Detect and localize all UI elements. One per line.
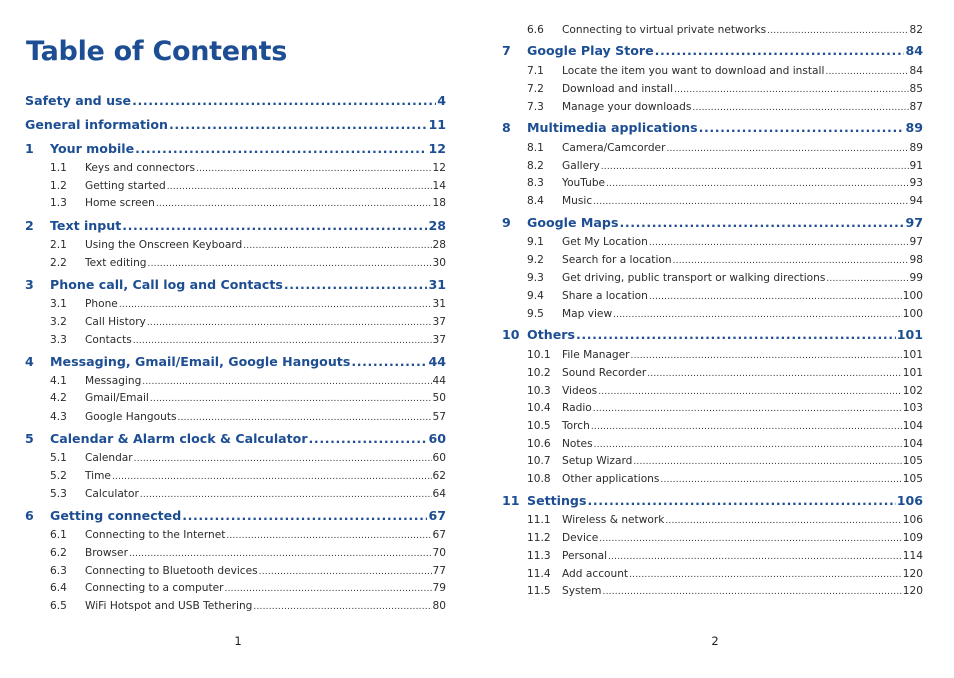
toc-section-entry[interactable]	[527, 583, 923, 599]
dot-leader	[309, 430, 428, 448]
dot-leader	[601, 158, 909, 175]
toc-entry-title: Text editing	[85, 257, 147, 269]
dot-leader	[182, 507, 427, 525]
toc-entry-page: 87	[909, 101, 923, 113]
toc-entry-number: 10.8	[527, 473, 551, 485]
toc-section-entry[interactable]	[527, 566, 923, 582]
toc-entry-page: 100	[902, 290, 923, 302]
toc-entry-page: 104	[902, 420, 923, 432]
toc-entry-page: 89	[909, 142, 923, 154]
toc-entry-title: Google Hangouts	[85, 411, 177, 423]
toc-section-entry[interactable]	[527, 22, 923, 38]
dot-leader	[666, 140, 908, 157]
toc-entry-page: 37	[432, 316, 446, 328]
dot-leader	[156, 195, 432, 212]
dot-leader	[134, 450, 432, 467]
toc-entry-title: Connecting to virtual private networks	[562, 24, 767, 36]
toc-section-entry[interactable]	[527, 418, 923, 434]
toc-section-entry[interactable]	[50, 296, 446, 312]
toc-entry-page: 18	[432, 197, 446, 209]
toc-entry-page: 64	[432, 488, 446, 500]
toc-entry-page: 105	[902, 455, 923, 467]
toc-chapter-entry[interactable]	[502, 42, 923, 60]
dot-leader	[226, 527, 431, 544]
toc-entry-number: 7	[502, 43, 511, 58]
toc-entry-page: 99	[909, 272, 923, 284]
dot-leader	[150, 390, 432, 407]
toc-entry-number: 8	[502, 120, 511, 135]
toc-entry-title: Radio	[562, 402, 592, 414]
toc-entry-page: 101	[902, 349, 923, 361]
toc-entry-page: 37	[432, 334, 446, 346]
toc-entry-number: 2.2	[50, 257, 67, 269]
toc-section-entry[interactable]	[50, 390, 446, 406]
dot-leader	[253, 598, 431, 615]
toc-entry-page: 120	[902, 568, 923, 580]
toc-entry-title: Home screen	[85, 197, 155, 209]
toc-chapter-entry[interactable]	[25, 217, 446, 235]
dot-leader	[132, 92, 436, 110]
toc-entry-number: 10.2	[527, 367, 551, 379]
toc-entry-number: 9	[502, 215, 511, 230]
toc-entry-title: Text input	[50, 218, 122, 233]
toc-entry-page: 101	[902, 367, 923, 379]
dot-leader	[603, 583, 902, 600]
toc-entry-number: 11	[502, 493, 520, 508]
toc-section-entry[interactable]	[50, 237, 446, 253]
toc-entry-title: Add account	[562, 568, 629, 580]
dot-leader	[619, 214, 904, 232]
dot-leader	[608, 548, 902, 565]
toc-entry-title: Google Maps	[527, 215, 619, 230]
toc-entry-number: 4	[25, 354, 34, 369]
toc-entry-title: Camera/Camcorder	[562, 142, 666, 154]
toc-chapter-entry[interactable]	[25, 507, 446, 525]
toc-chapter-entry[interactable]	[502, 214, 923, 232]
toc-entry-page: 31	[428, 277, 446, 292]
toc-entry-number: 10.7	[527, 455, 551, 467]
toc-entry-page: 60	[432, 452, 446, 464]
toc-entry-title: Time	[85, 470, 111, 482]
toc-entry-number: 6.5	[50, 600, 67, 612]
toc-section-entry[interactable]	[50, 468, 446, 484]
toc-entry-page: 62	[432, 470, 446, 482]
toc-entry-number: 9.5	[527, 308, 544, 320]
dot-leader	[112, 468, 432, 485]
toc-section-entry[interactable]	[527, 288, 923, 304]
toc-entry-title: Connecting to the Internet	[85, 529, 226, 541]
toc-chapter-entry[interactable]	[25, 430, 446, 448]
toc-entry-number: 10.6	[527, 438, 551, 450]
toc-entry-title: Contacts	[85, 334, 132, 346]
dot-leader	[593, 400, 902, 417]
toc-entry-number: 11.4	[527, 568, 551, 580]
toc-entry-number: 3.2	[50, 316, 67, 328]
toc-section-entry[interactable]	[50, 409, 446, 425]
toc-section-entry[interactable]	[50, 178, 446, 194]
dot-leader	[178, 409, 432, 426]
toc-chapter-entry[interactable]	[25, 92, 446, 110]
dot-leader	[649, 234, 909, 251]
toc-entry-number: 3.3	[50, 334, 67, 346]
toc-section-entry[interactable]	[50, 545, 446, 561]
toc-chapter-entry[interactable]	[25, 276, 446, 294]
toc-entry-number: 7.2	[527, 83, 544, 95]
toc-entry-page: 98	[909, 254, 923, 266]
toc-entry-title: Torch	[562, 420, 590, 432]
dot-leader	[142, 373, 431, 390]
toc-entry-title: Other applications	[562, 473, 660, 485]
toc-section-entry[interactable]	[527, 400, 923, 416]
dot-leader	[196, 160, 432, 177]
toc-entry-title: Download and install	[562, 83, 674, 95]
toc-section-entry[interactable]	[527, 512, 923, 528]
toc-entry-page: 89	[905, 120, 923, 135]
dot-leader	[591, 418, 902, 435]
toc-entry-number: 4.1	[50, 375, 67, 387]
toc-entry-title: Multimedia applications	[527, 120, 698, 135]
toc-right-list	[477, 0, 954, 678]
toc-section-entry[interactable]	[527, 453, 923, 469]
toc-entry-title: Gallery	[562, 160, 600, 172]
toc-entry-page: 4	[437, 93, 446, 108]
toc-section-entry[interactable]	[50, 450, 446, 466]
dot-leader	[674, 81, 908, 98]
dot-leader	[594, 436, 902, 453]
toc-entry-page: 97	[905, 215, 923, 230]
dot-leader	[119, 296, 432, 313]
toc-entry-number: 11.2	[527, 532, 551, 544]
dot-leader	[673, 252, 909, 269]
toc-section-entry[interactable]	[50, 580, 446, 596]
toc-section-entry[interactable]	[527, 270, 923, 286]
toc-entry-number: 11.5	[527, 585, 551, 597]
dot-leader	[167, 178, 432, 195]
toc-entry-page: 77	[432, 565, 446, 577]
toc-entry-number: 10.5	[527, 420, 551, 432]
toc-entry-number: 1.3	[50, 197, 67, 209]
toc-entry-page: 84	[909, 65, 923, 77]
toc-section-entry[interactable]	[527, 99, 923, 115]
page-number-left: 1	[234, 634, 242, 648]
dot-leader	[243, 237, 431, 254]
toc-section-entry[interactable]	[50, 255, 446, 271]
dot-leader	[631, 347, 902, 364]
dot-leader	[647, 365, 902, 382]
toc-entry-title: Locate the item you want to download and install	[562, 65, 825, 77]
toc-entry-number: 9.4	[527, 290, 544, 302]
toc-entry-title: Keys and connectors	[85, 162, 195, 174]
toc-chapter-entry[interactable]	[25, 140, 446, 158]
toc-entry-number: 7.1	[527, 65, 544, 77]
toc-section-entry[interactable]	[527, 81, 923, 97]
toc-entry-title: Calendar	[85, 452, 133, 464]
toc-entry-page: 44	[428, 354, 446, 369]
toc-entry-page: 70	[432, 547, 446, 559]
toc-section-entry[interactable]	[527, 436, 923, 452]
toc-section-entry[interactable]	[50, 373, 446, 389]
toc-entry-number: 10.1	[527, 349, 551, 361]
toc-entry-title: Call History	[85, 316, 146, 328]
toc-section-entry[interactable]	[50, 527, 446, 543]
toc-entry-title: Getting started	[85, 180, 166, 192]
toc-entry-page: 91	[909, 160, 923, 172]
toc-chapter-entry[interactable]	[502, 492, 923, 510]
dot-leader	[259, 563, 432, 580]
toc-entry-page: 50	[432, 392, 446, 404]
toc-entry-page: 28	[428, 218, 446, 233]
toc-chapter-entry[interactable]	[502, 326, 923, 344]
toc-entry-page: 57	[432, 411, 446, 423]
toc-entry-title: Getting connected	[50, 508, 182, 523]
toc-entry-number: 8.2	[527, 160, 544, 172]
toc-section-entry[interactable]	[527, 365, 923, 381]
toc-entry-title: YouTube	[562, 177, 606, 189]
toc-section-entry[interactable]	[527, 158, 923, 174]
toc-entry-number: 6.4	[50, 582, 67, 594]
toc-entry-number: 5.3	[50, 488, 67, 500]
toc-entry-page: 102	[902, 385, 923, 397]
toc-entry-number: 6.3	[50, 565, 67, 577]
toc-entry-page: 104	[902, 438, 923, 450]
toc-entry-page: 79	[432, 582, 446, 594]
dot-leader	[629, 566, 902, 583]
dot-leader	[135, 140, 427, 158]
toc-section-entry[interactable]	[527, 140, 923, 156]
toc-entry-number: 8.3	[527, 177, 544, 189]
toc-entry-page: 97	[909, 236, 923, 248]
toc-section-entry[interactable]	[50, 598, 446, 614]
toc-entry-title: Connecting to a computer	[85, 582, 224, 594]
dot-leader	[767, 22, 908, 39]
toc-section-entry[interactable]	[527, 63, 923, 79]
toc-entry-page: 103	[902, 402, 923, 414]
dot-leader	[606, 175, 908, 192]
toc-section-entry[interactable]	[527, 530, 923, 546]
toc-chapter-entry[interactable]	[502, 119, 923, 137]
toc-section-entry[interactable]	[527, 471, 923, 487]
toc-entry-title: Browser	[85, 547, 128, 559]
toc-entry-title: Google Play Store	[527, 43, 654, 58]
toc-entry-title: Setup Wizard	[562, 455, 633, 467]
toc-entry-page: 67	[432, 529, 446, 541]
toc-entry-title: Notes	[562, 438, 593, 450]
toc-entry-page: 67	[428, 508, 446, 523]
toc-entry-number: 6.1	[50, 529, 67, 541]
toc-entry-number: 3.1	[50, 298, 67, 310]
toc-entry-page: 14	[432, 180, 446, 192]
toc-entry-title: Settings	[527, 493, 587, 508]
dot-leader	[826, 270, 908, 287]
toc-entry-page: 93	[909, 177, 923, 189]
dot-leader	[633, 453, 901, 470]
toc-section-entry[interactable]	[527, 347, 923, 363]
toc-entry-page: 80	[432, 600, 446, 612]
toc-entry-title: Search for a location	[562, 254, 672, 266]
dot-leader	[576, 326, 896, 344]
toc-chapter-entry[interactable]	[25, 116, 446, 134]
toc-entry-title: Gmail/Email	[85, 392, 149, 404]
toc-section-entry[interactable]	[527, 548, 923, 564]
toc-entry-number: 10.3	[527, 385, 551, 397]
toc-section-entry[interactable]	[527, 383, 923, 399]
toc-entry-title: Your mobile	[50, 141, 135, 156]
toc-section-entry[interactable]	[527, 234, 923, 250]
toc-section-entry[interactable]	[50, 563, 446, 579]
toc-entry-page: 84	[905, 43, 923, 58]
toc-entry-title: System	[562, 585, 602, 597]
toc-entry-page: 12	[432, 162, 446, 174]
toc-entry-title: General information	[25, 117, 168, 132]
toc-entry-number: 8.4	[527, 195, 544, 207]
toc-entry-page: 60	[428, 431, 446, 446]
toc-entry-title: Map view	[562, 308, 613, 320]
toc-entry-number: 11.3	[527, 550, 551, 562]
dot-leader	[692, 99, 908, 116]
toc-entry-page: 85	[909, 83, 923, 95]
toc-section-entry[interactable]	[527, 306, 923, 322]
toc-entry-title: Personal	[562, 550, 608, 562]
toc-entry-page: 100	[902, 308, 923, 320]
toc-entry-title: Using the Onscreen Keyboard	[85, 239, 243, 251]
toc-entry-number: 6.6	[527, 24, 544, 36]
toc-entry-title: Music	[562, 195, 593, 207]
dot-leader	[148, 255, 432, 272]
toc-section-entry[interactable]	[50, 486, 446, 502]
toc-section-entry[interactable]	[50, 332, 446, 348]
page-number-right: 2	[711, 634, 719, 648]
dot-leader	[655, 42, 905, 60]
toc-entry-title: Manage your downloads	[562, 101, 692, 113]
toc-entry-page: 101	[896, 327, 923, 342]
toc-entry-number: 2	[25, 218, 34, 233]
toc-entry-number: 1.1	[50, 162, 67, 174]
toc-section-entry[interactable]	[50, 160, 446, 176]
dot-leader	[133, 332, 432, 349]
dot-leader	[284, 276, 428, 294]
toc-entry-page: 82	[909, 24, 923, 36]
toc-entry-title: Phone call, Call log and Contacts	[50, 277, 283, 292]
toc-entry-page: 11	[428, 117, 446, 132]
toc-entry-title: File Manager	[562, 349, 630, 361]
toc-entry-page: 94	[909, 195, 923, 207]
dot-leader	[613, 306, 902, 323]
toc-entry-title: Videos	[562, 385, 598, 397]
dot-leader	[649, 288, 902, 305]
toc-entry-page: 28	[432, 239, 446, 251]
toc-section-entry[interactable]	[50, 314, 446, 330]
dot-leader	[660, 471, 901, 488]
toc-entry-page: 105	[902, 473, 923, 485]
dot-leader	[665, 512, 901, 529]
toc-section-entry[interactable]	[527, 175, 923, 191]
toc-entry-number: 1.2	[50, 180, 67, 192]
toc-entry-number: 10	[502, 327, 520, 342]
toc-entry-number: 10.4	[527, 402, 551, 414]
toc-entry-title: Get driving, public transport or walking directions	[562, 272, 826, 284]
toc-entry-title: Calendar & Alarm clock & Calculator	[50, 431, 308, 446]
dot-leader	[593, 193, 908, 210]
toc-entry-title: Calculator	[85, 488, 139, 500]
toc-entry-title: Connecting to Bluetooth devices	[85, 565, 258, 577]
dot-leader	[122, 217, 427, 235]
toc-entry-number: 3	[25, 277, 34, 292]
toc-entry-title: Share a location	[562, 290, 648, 302]
toc-entry-number: 2.1	[50, 239, 67, 251]
toc-entry-number: 6	[25, 508, 34, 523]
toc-entry-number: 9.1	[527, 236, 544, 248]
toc-entry-page: 120	[902, 585, 923, 597]
dot-leader	[699, 119, 905, 137]
toc-section-entry[interactable]	[527, 252, 923, 268]
toc-entry-title: Sound Recorder	[562, 367, 647, 379]
toc-entry-page: 106	[902, 514, 923, 526]
toc-section-entry[interactable]	[50, 195, 446, 211]
toc-entry-title: Get My Location	[562, 236, 648, 248]
toc-chapter-entry[interactable]	[25, 353, 446, 371]
dot-leader	[129, 545, 432, 562]
toc-entry-number: 9.3	[527, 272, 544, 284]
toc-entry-number: 8.1	[527, 142, 544, 154]
toc-entry-page: 109	[902, 532, 923, 544]
toc-entry-number: 5	[25, 431, 34, 446]
toc-entry-title: Messaging, Gmail/Email, Google Hangouts	[50, 354, 351, 369]
toc-entry-page: 44	[432, 375, 446, 387]
toc-entry-title: Device	[562, 532, 599, 544]
toc-entry-number: 1	[25, 141, 34, 156]
toc-entry-number: 4.3	[50, 411, 67, 423]
dot-leader	[169, 116, 427, 134]
toc-entry-page: 30	[432, 257, 446, 269]
toc-entry-number: 9.2	[527, 254, 544, 266]
dot-leader	[598, 383, 902, 400]
page-title: Table of Contents	[26, 36, 288, 67]
toc-entry-number: 7.3	[527, 101, 544, 113]
toc-entry-number: 5.1	[50, 452, 67, 464]
dot-leader	[587, 492, 895, 510]
toc-entry-page: 12	[428, 141, 446, 156]
dot-leader	[225, 580, 432, 597]
toc-entry-number: 11.1	[527, 514, 551, 526]
toc-entry-number: 6.2	[50, 547, 67, 559]
toc-entry-number: 4.2	[50, 392, 67, 404]
toc-entry-number: 5.2	[50, 470, 67, 482]
toc-entry-title: Others	[527, 327, 575, 342]
toc-entry-title: Wireless & network	[562, 514, 665, 526]
toc-entry-title: WiFi Hotspot and USB Tethering	[85, 600, 253, 612]
dot-leader	[599, 530, 902, 547]
dot-leader	[825, 63, 908, 80]
toc-entry-page: 114	[902, 550, 923, 562]
dot-leader	[351, 353, 427, 371]
toc-entry-title: Messaging	[85, 375, 142, 387]
toc-entry-page: 106	[896, 493, 923, 508]
right-page	[477, 0, 954, 678]
dot-leader	[140, 486, 432, 503]
toc-entry-page: 31	[432, 298, 446, 310]
toc-entry-title: Safety and use	[25, 93, 132, 108]
dot-leader	[147, 314, 432, 331]
toc-entry-title: Phone	[85, 298, 118, 310]
toc-section-entry[interactable]	[527, 193, 923, 209]
